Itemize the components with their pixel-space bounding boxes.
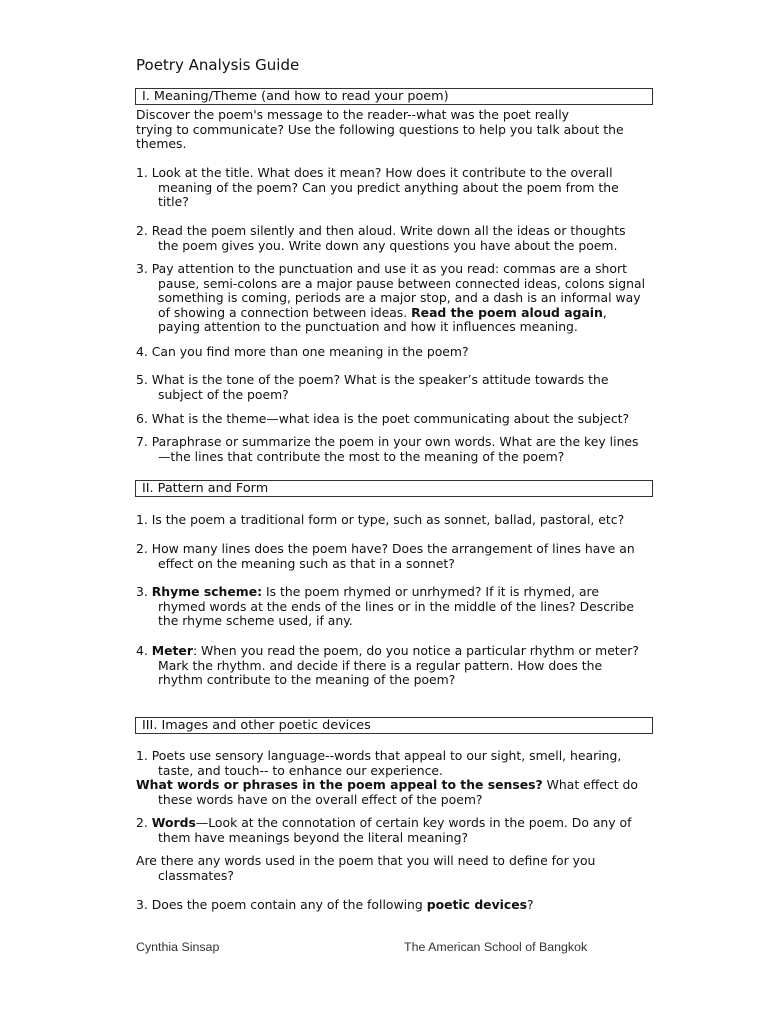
- question-line: [136, 898, 534, 913]
- question-6-theme: [136, 412, 629, 427]
- question-line: pause, semi-colons are a major pause between connected ideas, colons signal: [158, 275, 646, 291]
- question-line: 1. Look at the title. What does it mean? How does it contribute to the overall: [136, 165, 613, 180]
- question-line: title?: [158, 194, 189, 210]
- question-line: 5. What is the tone of the poem? What is the speaker’s attitude towards the: [136, 372, 609, 387]
- question-line: subject of the poem?: [158, 386, 289, 402]
- emphasis-text: Words: [151, 815, 196, 830]
- question-line: the rhyme scheme used, if any.: [158, 613, 353, 629]
- question-line: 2. How many lines does the poem have? Does the arrangement of lines have an: [136, 541, 635, 556]
- question-text: Is the poem rhymed or unrhymed? If it is rhymed, are: [262, 584, 599, 599]
- question-line: [136, 816, 632, 831]
- section-heading-images-devices: III. Images and other poetic devices: [135, 717, 653, 734]
- question-1-title: [136, 166, 619, 210]
- emphasis-text: Meter: [151, 643, 193, 658]
- emphasis-text: Rhyme scheme:: [151, 584, 263, 599]
- question-line: 2. Read the poem silently and then aloud. Write down all the ideas or thoughts: [136, 223, 626, 238]
- section-heading-pattern-form: II. Pattern and Form: [135, 480, 653, 497]
- question-line: 3. Pay attention to the punctuation and use it as you read: commas are a short: [136, 261, 627, 276]
- question-number: 4.: [136, 643, 152, 658]
- question-1-form: [136, 513, 624, 528]
- question-text: of showing a connection between ideas.: [158, 304, 412, 320]
- question-text: ,: [602, 304, 607, 320]
- question-5-tone: [136, 373, 608, 402]
- define-words-prompt: [136, 854, 595, 883]
- question-line: rhythm contribute to the meaning of the poem?: [158, 672, 456, 688]
- footer-school: The American School of Bangkok: [404, 940, 588, 954]
- question-line: 6. What is the theme—what idea is the poet communicating about the subject?: [136, 411, 630, 426]
- question-4-meter: [136, 644, 639, 688]
- question-2-words: [136, 816, 632, 845]
- question-text: 3. Does the poem contain any of the following: [136, 897, 427, 912]
- emphasis-text: Read the poem aloud again: [411, 304, 603, 320]
- question-7-paraphrase: [136, 435, 639, 464]
- question-number: 2.: [136, 815, 152, 830]
- intro-line: Discover the poem's message to the reader--what was the poet really: [136, 107, 569, 122]
- question-3-poetic-devices: [136, 898, 534, 913]
- question-3-punctuation: [136, 262, 645, 335]
- question-2-lines: [136, 542, 635, 571]
- question-line: [136, 585, 634, 600]
- question-line: rhymed words at the ends of the lines or in the middle of the lines? Describe: [158, 598, 635, 614]
- question-line: Are there any words used in the poem that you will need to define for you: [136, 853, 596, 868]
- question-line: 1. Is the poem a traditional form or type, such as sonnet, ballad, pastoral, etc?: [136, 512, 625, 527]
- question-number: 3.: [136, 584, 152, 599]
- question-line: 7. Paraphrase or summarize the poem in your own words. What are the key lines: [136, 434, 639, 449]
- question-line: 4. Can you find more than one meaning in the poem?: [136, 344, 469, 359]
- question-line: 1. Poets use sensory language--words that appeal to our sight, smell, hearing,: [136, 748, 622, 763]
- question-1-sensory-language: [136, 749, 638, 807]
- question-text: What effect do: [542, 777, 638, 793]
- question-3-rhyme-scheme: [136, 585, 634, 629]
- question-line: effect on the meaning such as that in a sonnet?: [158, 555, 455, 571]
- question-line: these words have on the overall effect of the poem?: [158, 791, 483, 807]
- intro-line: trying to communicate? Use the following questions to help you talk about the: [136, 121, 624, 137]
- question-line: taste, and touch-- to enhance our experience.: [158, 762, 443, 778]
- intro-text: [136, 108, 624, 152]
- question-line: Mark the rhythm. and decide if there is a regular pattern. How does the: [158, 657, 603, 673]
- emphasis-text: poetic devices: [426, 897, 528, 912]
- question-line: [136, 778, 638, 793]
- question-text: : When you read the poem, do you notice a particular rhythm or meter?: [192, 643, 639, 658]
- question-2-read-aloud: [136, 224, 626, 253]
- footer-author: Cynthia Sinsap: [136, 940, 220, 954]
- question-line: meaning of the poem? Can you predict anything about the poem from the: [158, 179, 619, 195]
- question-line: paying attention to the punctuation and how it influences meaning.: [158, 319, 578, 335]
- question-line: something is coming, periods are a major stop, and a dash is an informal way: [158, 290, 641, 306]
- emphasis-text: What words or phrases in the poem appeal to the senses?: [136, 777, 543, 793]
- question-line: [136, 306, 645, 321]
- question-text: ?: [527, 897, 534, 912]
- section-heading-meaning-theme: I. Meaning/Theme (and how to read your poem): [135, 88, 653, 105]
- question-line: classmates?: [158, 867, 234, 883]
- question-line: the poem gives you. Write down any questions you have about the poem.: [158, 237, 618, 253]
- page-title: Poetry Analysis Guide: [136, 56, 300, 74]
- question-line: —the lines that contribute the most to the meaning of the poem?: [158, 448, 565, 464]
- question-line: them have meanings beyond the literal meaning?: [158, 829, 469, 845]
- question-text: —Look at the connotation of certain key words in the poem. Do any of: [195, 815, 632, 830]
- question-line: [136, 644, 639, 659]
- intro-line: themes.: [136, 136, 187, 152]
- question-4-meaning: [136, 345, 469, 360]
